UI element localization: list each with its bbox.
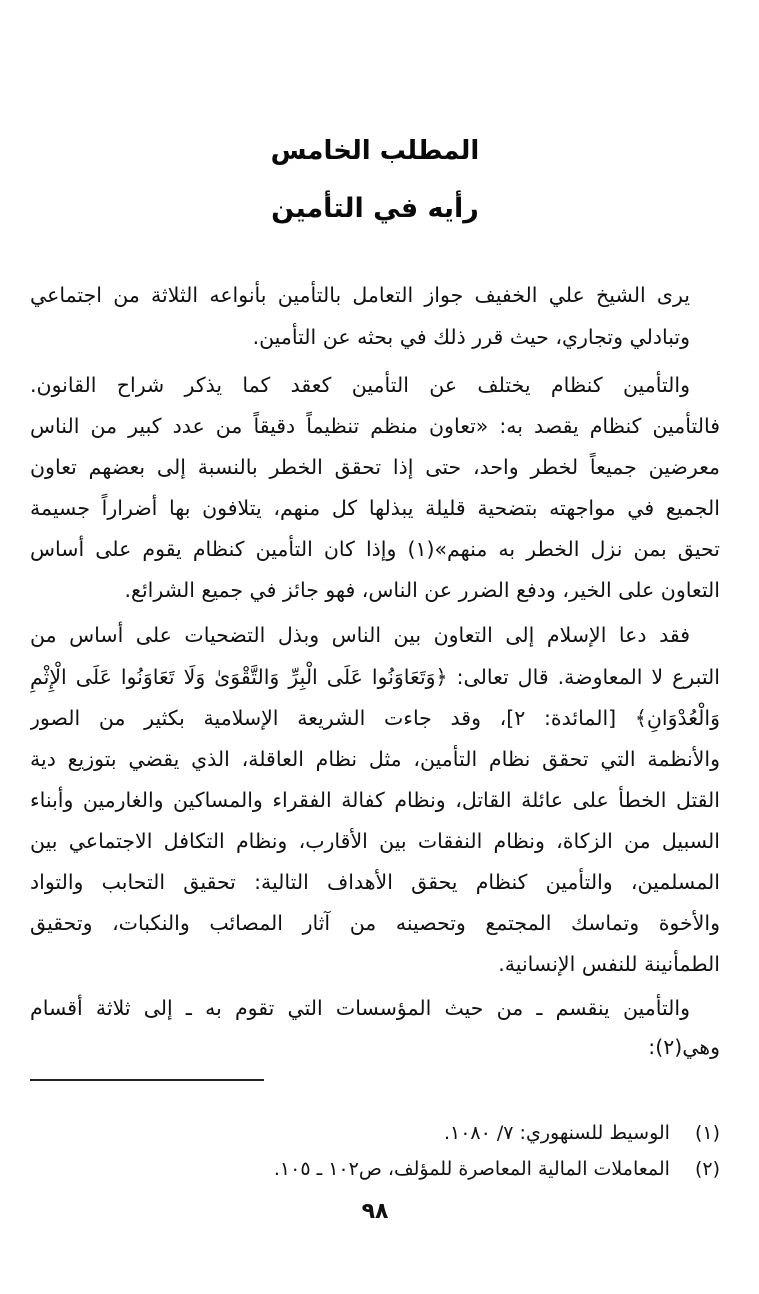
paragraph-3-line-6: السبيل من الزكاة، ونظام النفقات بين الأقارب، ونظام التكافل الاجتماعي بين (30, 829, 720, 853)
paragraph-3-line-1: فقد دعا الإسلام إلى التعاون بين الناس وبذل التضحيات على أساس من (30, 623, 690, 647)
paragraph-3-line-3: وَالْعُدْوَانِ﴾ [المائدة: ٢]، وقد جاءت الشريعة الإسلامية بكثير من الصور (30, 706, 720, 730)
footnote-divider (30, 1079, 264, 1081)
paragraph-3-line-8: والأخوة وتماسك المجتمع وتحصينه من آثار المصائب والنكبات، وتحقيق (30, 911, 720, 935)
footnote-1-text: الوسيط للسنهوري: ٧/ ١٠٨٠. (443, 1122, 670, 1144)
paragraph-3-line-5: القتل الخطأ على عائلة القاتل، ونظام كفالة الفقراء والمساكين والغارمين وأبناء (30, 788, 720, 812)
paragraph-4-line-2: وهي(٢): (648, 1035, 720, 1059)
footnote-2 (274, 1152, 720, 1186)
paragraph-2-line-3: معرضين جميعاً لخطر واحد، حتى إذا تحقق الخطر بالنسبة إلى بعضهم تعاون (30, 455, 720, 479)
paragraph-1-line-1: يرى الشيخ علي الخفيف جواز التعامل بالتأمين بأنواعه الثلاثة من اجتماعي (30, 283, 690, 307)
footnote-1 (444, 1116, 720, 1150)
paragraph-2-line-4: الجميع في مواجهته بتضحية قليلة يبذلها كل منهم، يتلافون بها أضراراً جسيمة (30, 496, 720, 520)
footnote-1-number: (١) (694, 1122, 720, 1144)
paragraph-2-line-6: التعاون على الخير، ودفع الضرر عن الناس، فهو جائز في جميع الشرائع. (124, 578, 720, 602)
page-number: ٩٨ (361, 1199, 389, 1224)
paragraph-4-line-1: والتأمين ينقسم ـ من حيث المؤسسات التي تقوم به ـ إلى ثلاثة أقسام (30, 996, 690, 1020)
footnote-2-number: (٢) (694, 1158, 720, 1180)
section-title: المطلب الخامس (270, 136, 480, 166)
paragraph-2-line-1: والتأمين كنظام يختلف عن التأمين كعقد كما يذكر شراح القانون. (30, 373, 690, 397)
paragraph-2-line-5: تحيق بمن نزل الخطر به منهم»(١) وإذا كان التأمين كنظام يقوم على أساس (30, 537, 720, 561)
section-subtitle: رأيه في التأمين (271, 193, 479, 224)
footnote-2-text: المعاملات المالية المعاصرة للمؤلف، ص١٠٢ ـ ١٠٥. (273, 1158, 670, 1180)
paragraph-3-line-2: التبرع لا المعاوضة. قال تعالى: ﴿وَتَعَاوَنُوا عَلَى الْبِرِّ وَالتَّقْوَىٰ وَلَا تَعَاوَنُوا عَلَى الْإِثْمِ (30, 665, 720, 689)
paragraph-2-line-2: فالتأمين كنظام يقصد به: «تعاون منظم تنظيماً دقيقاً من عدد كبير من الناس (30, 414, 720, 438)
paragraph-1-line-2: وتبادلي وتجاري، حيث قرر ذلك في بحثه عن التأمين. (252, 325, 690, 349)
paragraph-3-line-4: والأنظمة التي تحقق نظام التأمين، مثل نظام العاقلة، الذي يقضي بتوزيع دية (30, 747, 720, 771)
paragraph-3-line-7: المسلمين، والتأمين كنظام يحقق الأهداف التالية: تحقيق التحابب والتواد (30, 870, 720, 894)
book-page (30, 0, 720, 1294)
paragraph-3-line-9: الطمأنينة للنفس الإنسانية. (498, 952, 720, 976)
